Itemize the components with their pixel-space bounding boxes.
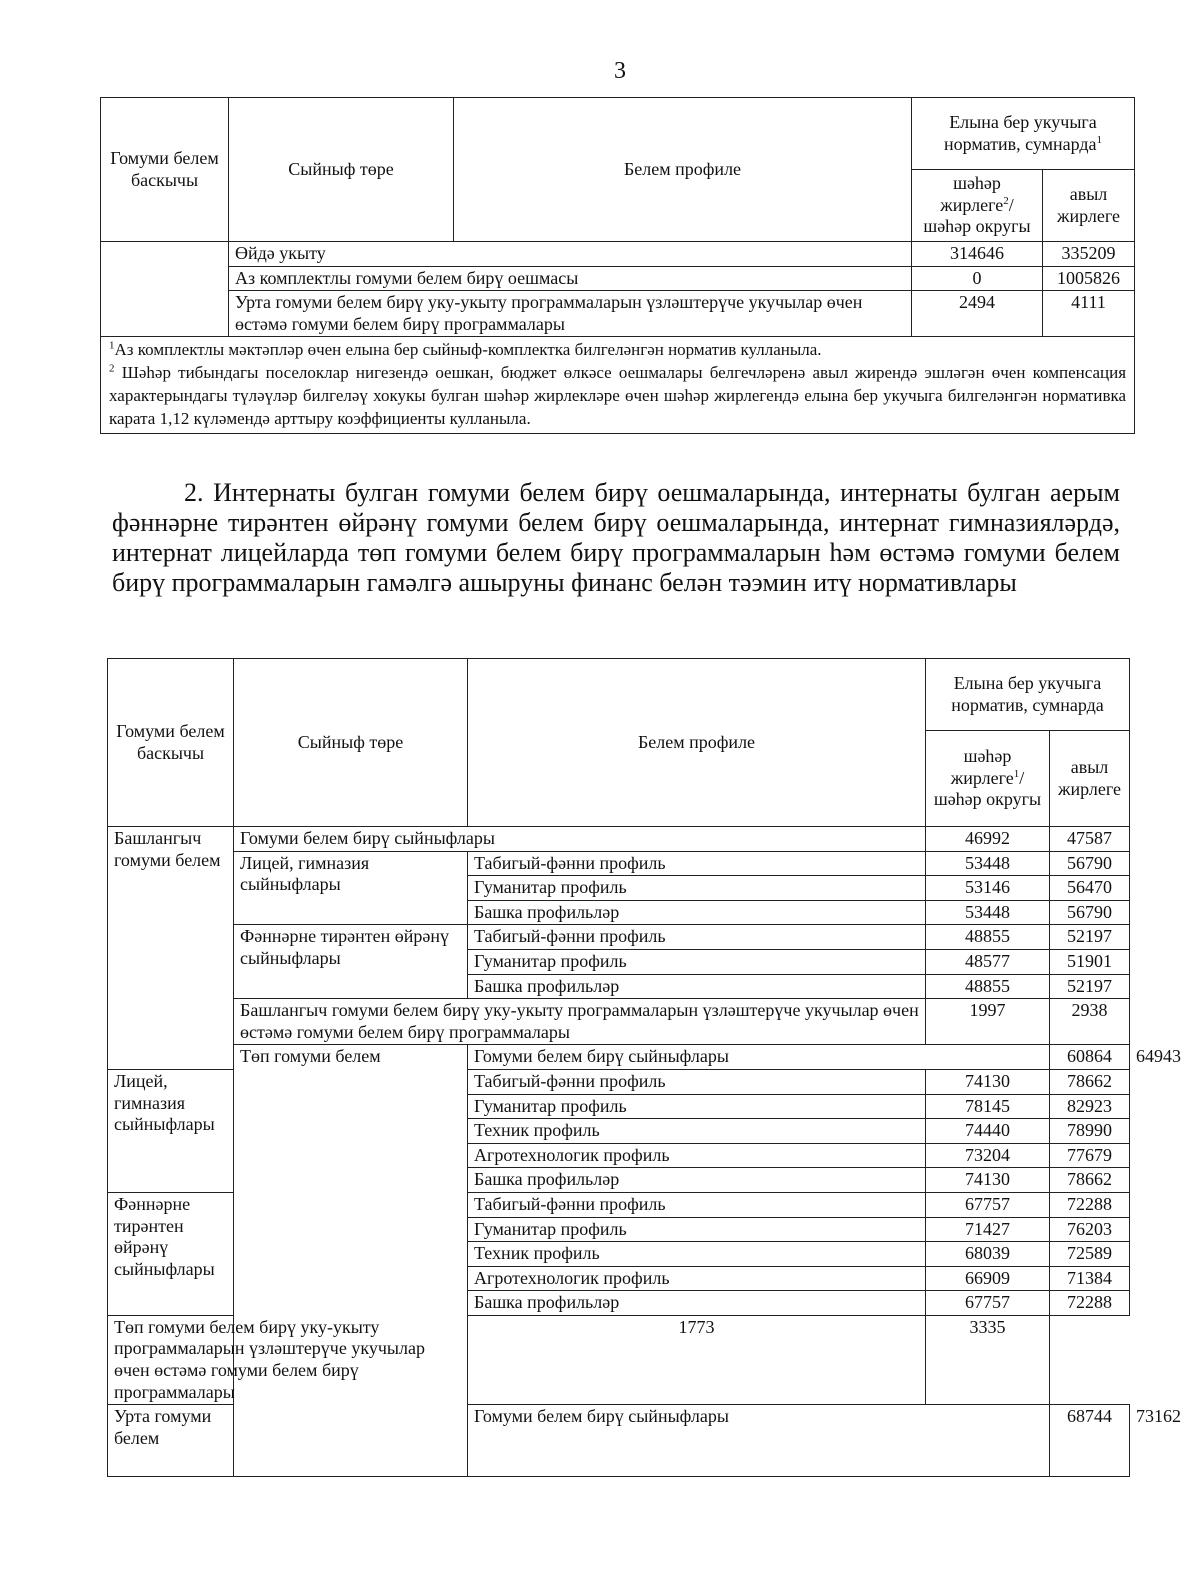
village-value: 335209 <box>1043 242 1135 267</box>
village-value: 1005826 <box>1043 266 1135 291</box>
profile-cell: Агротехнологик профиль <box>468 1266 926 1291</box>
section-heading: 2. Интернаты булган гомуми белем бирү оешмаларында, интернаты булган аерым фәннәрне тирәнтен өйрәнү гомуми белем бирү оешмаларында, интернат гимназияләрдә, интернат лицейларда төп гомуми белем бирү программаларын һәм өстәмә гомуми белем бирү программаларын гамәлгә ашыруны финанс белән тәэмин итү нормативлары <box>112 478 1120 597</box>
profile-cell: Табигый-фәнни профиль <box>468 1192 926 1217</box>
city-value: 53448 <box>926 900 1050 925</box>
city-value: 53448 <box>926 851 1050 876</box>
city-value: 0 <box>912 266 1043 291</box>
village-value: 3335 <box>926 1315 1050 1404</box>
page-number: 3 <box>614 58 626 84</box>
header-class-type: Сыйныф төре <box>234 659 468 827</box>
village-value: 56790 <box>1050 851 1130 876</box>
city-value: 1997 <box>926 999 1050 1045</box>
row-label: Гомуми белем бирү сыйныфлары <box>468 1045 1050 1070</box>
profile-cell: Табигый-фәнни профиль <box>468 925 926 950</box>
village-value: 52197 <box>1050 974 1130 999</box>
row-label: Башлангыч гомуми белем бирү уку-укыту программаларын үзләштерүче укучылар өчен өстәмә гомуми белем бирү программалары <box>234 999 926 1045</box>
city-value: 68039 <box>926 1242 1050 1267</box>
profile-cell: Гуманитар профиль <box>468 1094 926 1119</box>
header-norm: Елына бер укучыга норматив, сумнарда <box>926 659 1130 731</box>
profile-cell: Башка профильләр <box>468 974 926 999</box>
village-value: 78662 <box>1050 1168 1130 1193</box>
header-norm: Елына бер укучыга норматив, сумнарда$^1$ <box>912 98 1135 170</box>
class-type-lyceum: Лицей, гимназия сыйныфлары <box>108 1069 234 1192</box>
header-level: Гомуми белем баскычы <box>108 659 234 827</box>
blank-level-cell <box>101 242 229 337</box>
profile-cell: Гуманитар профиль <box>468 1217 926 1242</box>
row-label: Гомуми белем бирү сыйныфлары <box>468 1405 1050 1477</box>
city-value: 314646 <box>912 242 1043 267</box>
city-value: 1773 <box>468 1315 926 1404</box>
header-class-type: Сыйныф төре <box>229 98 454 242</box>
city-value: 46992 <box>926 827 1050 852</box>
header-city: шәһәр жирлеге$^1$/ шәһәр округы <box>926 731 1050 827</box>
row-label: Өйдә укыту <box>229 242 912 267</box>
village-value: 77679 <box>1050 1143 1130 1168</box>
village-value: 78990 <box>1050 1119 1130 1144</box>
row-label: Гомуми белем бирү сыйныфлары <box>234 827 926 852</box>
city-value: 71427 <box>926 1217 1050 1242</box>
class-type-lyceum: Лицей, гимназия сыйныфлары <box>234 851 468 925</box>
header-city: шәһәр жирлеге$^2$/ шәһәр округы <box>912 170 1043 242</box>
table-norms-boarding-schools: Гомуми белем баскычы Сыйныф төре Белем профиле Елына бер укучыга норматив, сумнарда шәһәр жирлеге$^1$/ шәһәр округы авыл жирлеге Башлангыч гомуми белем Гомуми белем бирү сыйныфлары 46992 47587 Лицей, гимназия сыйныфлары Табигый-фәнни профиль 53448 56790 Гуманитар профиль 53146 56470 Башка профильләр 53448 56790 Фәннәрне тирәнтен өйрәнү сыйныфлары Табигый-фәнни профиль 48855 52197 Гуманитар профиль 48577 51901 Башка профильләр 48855 52197 Башлангыч гомуми белем бирү уку-укыту программаларын үзләштерүче укучылар өчен өстәмә гомуми белем бирү программалары 1997 2938 Төп гомуми белем Гомуми белем бирү сыйныфлары 60864 64943 Лицей, гимназия сыйныфлары Табигый-фәнни профиль 74130 78662 Гуманитар профиль 78145 82923 Техник профиль 74440 78990 Агротехнологик профиль 73204 77679 Башка профильләр 74130 78662 Фәннәрне тирәнтен өйрәнү сыйныфлары Табигый-фәнни профиль 67757 72288 Гуманитар профиль 71427 76203 Техник профиль 68039 72589 Агротехнологик профиль 66909 71384 Башка профильләр 67757 72288 Төп гомуми белем бирү уку-укыту программаларын үзләштерүче укучылар өчен өстәмә гомуми белем бирү программалары 1773 3335 Урта гомуми белем Гомуми белем бирү сыйныфлары 68744 73162 <box>107 658 1130 1477</box>
header-profile: Белем профиле <box>468 659 926 827</box>
city-value: 73204 <box>926 1143 1050 1168</box>
level-primary: Башлангыч гомуми белем <box>108 827 234 1070</box>
village-value: 52197 <box>1050 925 1130 950</box>
village-value: 71384 <box>1050 1266 1130 1291</box>
city-value: 74130 <box>926 1069 1050 1094</box>
footnote-1: $^1$Аз комплектлы мәктәпләр өчен елына бер сыйныф-комплектка билгеләнгән норматив кулланыла. <box>109 339 822 360</box>
profile-cell: Табигый-фәнни профиль <box>468 1069 926 1094</box>
profile-cell: Башка профильләр <box>468 1291 926 1316</box>
footnotes <box>101 337 1135 434</box>
city-value: 67757 <box>926 1192 1050 1217</box>
profile-cell: Агротехнологик профиль <box>468 1143 926 1168</box>
village-value: 56790 <box>1050 900 1130 925</box>
city-value: 53146 <box>926 876 1050 901</box>
city-value: 48855 <box>926 925 1050 950</box>
city-value: 48855 <box>926 974 1050 999</box>
city-value: 67757 <box>926 1291 1050 1316</box>
profile-cell: Башка профильләр <box>468 900 926 925</box>
village-value: 2938 <box>1050 999 1130 1045</box>
city-value: 78145 <box>926 1094 1050 1119</box>
village-value: 78662 <box>1050 1069 1130 1094</box>
village-value: 51901 <box>1050 949 1130 974</box>
header-village: авыл жирлеге <box>1043 170 1135 242</box>
village-value: 72589 <box>1050 1242 1130 1267</box>
city-value: 66909 <box>926 1266 1050 1291</box>
class-type-deep-study: Фәннәрне тирәнтен өйрәнү сыйныфлары <box>234 925 468 999</box>
profile-cell: Техник профиль <box>468 1119 926 1144</box>
header-village: авыл жирлеге <box>1050 731 1130 827</box>
row-label: Аз комплектлы гомуми белем бирү оешмасы <box>229 266 912 291</box>
city-value: 2494 <box>912 291 1043 337</box>
level-basic: Төп гомуми белем <box>234 1045 468 1477</box>
profile-cell: Табигый-фәнни профиль <box>468 851 926 876</box>
city-value: 48577 <box>926 949 1050 974</box>
city-value: 74440 <box>926 1119 1050 1144</box>
village-value: 56470 <box>1050 876 1130 901</box>
village-value: 82923 <box>1050 1094 1130 1119</box>
village-value: 47587 <box>1050 827 1130 852</box>
profile-cell: Гуманитар профиль <box>468 876 926 901</box>
row-label: Төп гомуми белем бирү уку-укыту программаларын үзләштерүче укучылар өчен өстәмә гомуми белем бирү программалары <box>108 1315 468 1404</box>
row-label: Урта гомуми белем бирү уку-укыту программаларын үзләштерүче укучылар өчен өстәмә гомуми белем бирү программалары <box>229 291 912 337</box>
level-secondary: Урта гомуми белем <box>108 1405 234 1477</box>
class-type-deep-study: Фәннәрне тирәнтен өйрәнү сыйныфлары <box>108 1192 234 1315</box>
village-value: 72288 <box>1050 1192 1130 1217</box>
city-value: 68744 <box>1050 1405 1130 1477</box>
footnote-2: $^2$ Шәһәр тибындагы поселоклар нигезендә оешкан, бюджет өлкәсе оешмалары белгечләренә авыл жирендә эшләгән өчен компенсация характерындагы түләүләр билгеләү хокукы булган шәһәр жирлекләре өчен шәһәр жирлегендә елына бер укучыга билгеләнгән нормативка карата 1,12 күләмендә арттыру коэффициенты кулланыла. <box>109 362 1127 429</box>
village-value: 72288 <box>1050 1291 1130 1316</box>
city-value: 74130 <box>926 1168 1050 1193</box>
table-norms-home-schooling <box>100 97 1135 434</box>
city-value: 60864 <box>1050 1045 1130 1070</box>
profile-cell: Гуманитар профиль <box>468 949 926 974</box>
header-profile: Белем профиле <box>454 98 912 242</box>
village-value: 76203 <box>1050 1217 1130 1242</box>
village-value: 4111 <box>1043 291 1135 337</box>
profile-cell: Башка профильләр <box>468 1168 926 1193</box>
header-level: Гомуми белем баскычы <box>101 98 229 242</box>
profile-cell: Техник профиль <box>468 1242 926 1267</box>
